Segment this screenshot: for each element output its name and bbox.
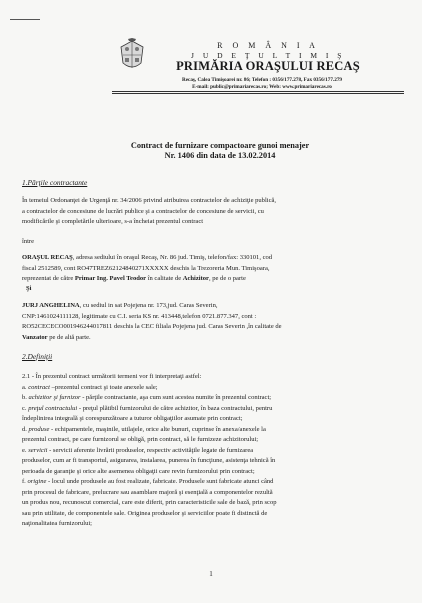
definition-f-line-2: prin procesul de fabricare, prelucrare sau asamblare majoră şi esenţială a componentelor rezultă: [22, 488, 273, 496]
party2-name: JURJ ANGHELINA: [22, 302, 80, 309]
header-rule-double: [112, 93, 404, 94]
party1-line-1: ORAŞUL RECAŞ, adresa sediului în oraşul Recaş, Nr. 86 jud. Timiş, telefon/fax: 330101, cod: [22, 254, 273, 261]
page-number: 1: [209, 570, 213, 578]
definition-f: f. origine - locul unde produsele au fost realizate, fabricate. Produsele sunt fabricate atunci când: [22, 478, 274, 485]
header-contact: E-mail: public@primariarecas.ro; Web: www.primariarecas.ro: [192, 84, 332, 90]
definition-b: b. achizitor şi furnizor - părţile contractante, aşa cum sunt acestea numite în prezentul contract;: [22, 394, 272, 401]
party1-line-2: fiscal 2512589, cont RO47TREZ62124840271XXXXX deschis la Trezoreria Mun. Timişoara,: [22, 264, 270, 272]
party2-line-4: Vanzator pe de altă parte.: [22, 333, 91, 341]
party2-line-2: CNP:1461024111128, legitimate cu C.I. seria KS nr. 413448,telefon 0721.877.347, cont :: [22, 312, 257, 320]
definition-c: c. preţul contractului - preţul plătibil furnizorului de către achizitor, în baza contractului, pentru: [22, 404, 273, 412]
definition-f-line-3: un produs nou, recunoscut comercial, care este diferit, prin caracteristicile sale de bază, prin scop: [22, 499, 277, 506]
contract-number: Nr. 1406 din data de 13.02.2014: [164, 151, 276, 160]
between-word: între: [22, 238, 34, 245]
party2-line-1: JURJ ANGHELINA, cu sediul in sat Pojejena nr. 173,jud. Caras Severin,: [22, 302, 218, 309]
definition-f-line-4: sau prin utilitate, de componentele sale. Originea produselor şi serviciilor poate fi distinctă de: [22, 509, 268, 517]
romania-coat-of-arms-icon: [118, 38, 146, 74]
party2-line-3: RO52CECECO001946244017811 deschis la CEC filiala Pojejena jud. Caras Severin ,în calitate de: [22, 323, 282, 330]
definition-d: d. produse - echipamentele, maşinile, utilajele, orice alte bunuri, cuprinse în anexa/anexele la: [22, 425, 266, 433]
header-rule: [112, 91, 404, 92]
header-country: R O M Â N I A: [217, 41, 319, 50]
definition-e-line-3: perioada de garanţie şi orice alte asemenea obligaţii care revin furnizorului prin contract;: [22, 467, 255, 475]
section2-heading: 2.Definiţii: [22, 352, 53, 361]
definition-a: a. contract –prezentul contract şi toate anexele sale;: [22, 383, 158, 391]
definition-c-line-2: îndeplinirea integrală şi corespunzătoare a tuturor obligaţiilor asumate prin contract;: [22, 415, 243, 422]
intro-line-1: În temeiul Ordonanţei de Urgenţă nr. 34/2006 privind atribuirea contractelor de achiziţie publică,: [22, 197, 277, 204]
definition-e-line-2: produselor, cum ar fi transportul, asigurarea, instalarea, punerea în funcţiune, asistenţa tehnică în: [22, 457, 276, 464]
definition-d-line-2: prezentul contract, pe care furnizorul se obligă, prin contract, să le furnizeze achizitorului;: [22, 436, 259, 443]
party1-line-3: reprezentat de către Primar Ing. Pavel Teodor în calitate de Achizitor, pe de o parte: [22, 275, 246, 282]
section1-heading: 1.Părţile contractante: [22, 178, 88, 187]
header-address: Recaş, Calea Timişoarei nr. 86; Telefon : 0356/177.278, Fax 0356/177.279: [181, 77, 343, 83]
contract-title: Contract de furnizare compactoare gunoi menajer: [130, 141, 310, 150]
party1-representative: Primar Ing. Pavel Teodor: [74, 275, 147, 282]
corner-mark: [10, 19, 40, 20]
definition-e: e. servicii - servicii aferente livrării produselor, respectiv activităţile legate de furnizarea: [22, 446, 254, 454]
party1-role: Achizitor: [182, 275, 209, 282]
definitions-intro: 2.1 - În prezentul contract următorii termeni vor fi interpretaţi astfel:: [22, 373, 202, 380]
intro-line-2: a contractelor de concesiune de lucrări publice şi a contractelor de concesiune de servicii, cu: [22, 207, 264, 215]
header-institution: PRIMĂRIA ORAŞULUI RECAŞ: [176, 59, 360, 73]
header-county: J U D E Ţ U L T I M I Ş: [191, 51, 345, 60]
definition-f-line-5: naţionalitatea furnizorului;: [22, 520, 92, 527]
and-word: Şi: [26, 285, 32, 292]
party2-role: Vanzator: [22, 333, 48, 341]
intro-line-3: modificările şi completările ulterioare, s-a încheiat prezentul contract: [22, 218, 204, 225]
party1-name: ORAŞUL RECAŞ: [22, 254, 73, 261]
